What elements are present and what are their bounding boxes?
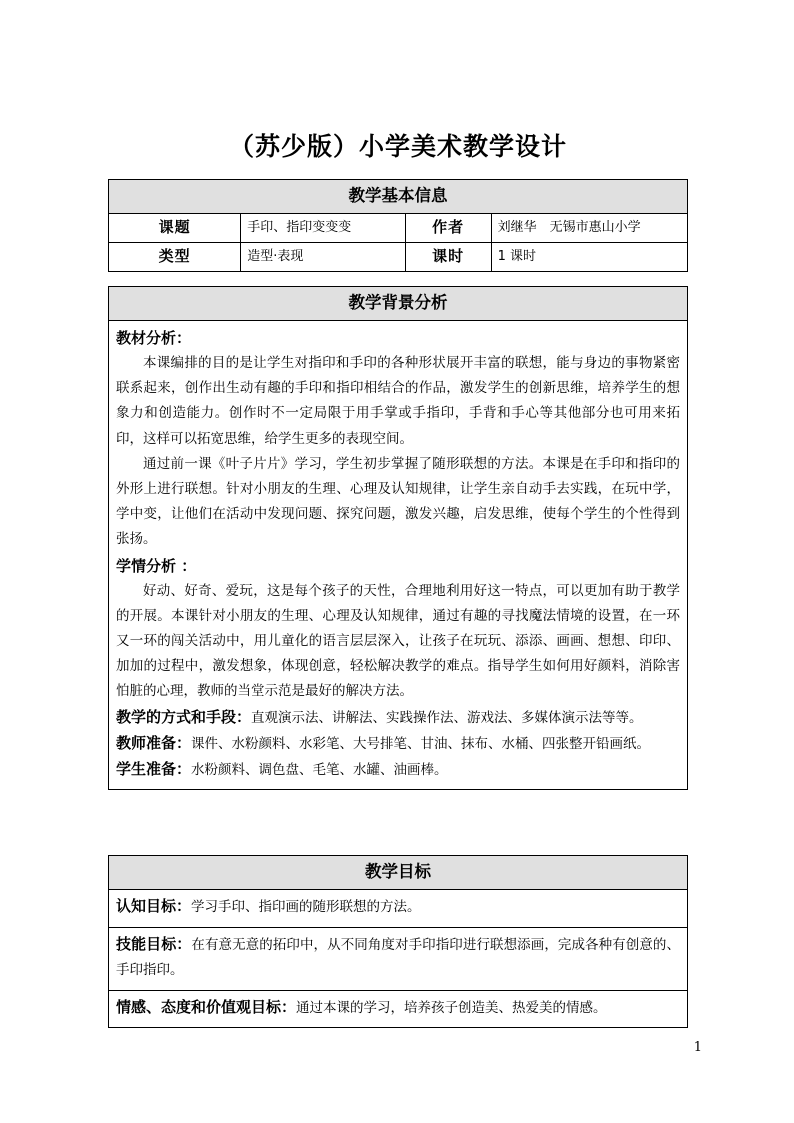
type-label: 类型	[109, 243, 241, 272]
affective-objective-label: 情感、态度和价值观目标：	[116, 997, 297, 1016]
teacher-prep-line	[116, 731, 680, 757]
page-title: （苏少版）小学美术教学设计	[228, 132, 567, 161]
skill-objective-label: 技能目标：	[116, 934, 192, 953]
teaching-methods-line	[116, 705, 680, 731]
topic-value: 手印、指印变变变	[241, 214, 405, 243]
type-value: 造型·表现	[241, 243, 405, 272]
table-row	[109, 180, 688, 214]
table-row	[109, 243, 688, 272]
table-row	[109, 990, 688, 1028]
background-analysis-table	[108, 286, 688, 790]
author-value: 刘继华 无锡市惠山小学	[491, 214, 687, 243]
objective-skill	[109, 927, 688, 990]
table-row	[109, 321, 688, 790]
table-row	[109, 287, 688, 321]
skill-objective-line	[116, 932, 680, 984]
affective-objective-line	[116, 995, 680, 1022]
student-prep-line	[116, 757, 680, 783]
textbook-analysis-paragraph-2: 通过前一课《叶子片片》学习，学生初步掌握了随形联想的方法。本课是在手印和指印的外形上进行联想。针对小朋友的生理、心理及认知规律，让学生亲自动手去实践，在玩中学，学中变，让他们在活动中发现问题、探究问题，激发兴趣，启发思维，使每个学生的个性得到张扬。	[116, 455, 680, 548]
cognitive-objective-label: 认知目标：	[116, 897, 192, 915]
teaching-methods-value: 直观演示法、讲解法、实践操作法、游戏法、多媒体演示法等等。	[251, 709, 643, 726]
textbook-analysis-paragraph-1: 本课编排的目的是让学生对指印和手印的各种形状展开丰富的联想，能与身边的事物紧密联系起来，创作出生动有趣的手印和指印相结合的作品，激发学生的创新思维，培养学生的想象力和创造能力。创作时不一定局限于用手掌或手指印，手背和手心等其他部分也可用来拓印，这样可以拓宽思维，给学生更多的表现空间。	[116, 355, 680, 447]
background-header: 教学背景分析	[109, 287, 688, 321]
student-analysis-paragraph-1: 好动、好奇、爱玩，这是每个孩子的天性，合理地利用好这一特点，可以更加有助于教学的开展。本课针对小朋友的生理、心理及认知规律，通过有趣的寻找魔法情境的设置，在一环又一环的闯关活动中，用儿童化的语言层层深入，让孩子在玩玩、添添、画画、想想、印印、加加的过程中，激发想象，体现创意，轻松解决教学的难点。指导学生如何用好颜料，消除害怕脏的心理，教师的当堂示范是最好的解决方法。	[116, 582, 680, 700]
table-row	[109, 856, 688, 890]
skill-objective-value: 在有意无意的拓印中，从不同角度对手印指印进行联想添画，完成各种有创意的、手印指印。	[116, 936, 680, 978]
author-label: 作者	[405, 214, 491, 243]
teacher-prep-label: 教师准备：	[116, 733, 192, 752]
objectives-table	[108, 855, 688, 1028]
basic-info-table	[108, 179, 688, 272]
teacher-prep-value: 课件、水粉颜料、水彩笔、大号排笔、甘油、抹布、水桶、四张整开铅画纸。	[191, 735, 651, 752]
basic-info-header: 教学基本信息	[109, 180, 688, 214]
affective-objective-value: 通过本课的学习，培养孩子创造美、热爱美的情感。	[296, 999, 607, 1016]
textbook-analysis-heading: 教材分析：	[116, 329, 192, 347]
objective-cognitive	[109, 890, 688, 928]
cognitive-objective-line	[116, 894, 680, 921]
periods-value: 1 课时	[491, 243, 687, 272]
objectives-header: 教学目标	[109, 856, 688, 890]
background-body	[109, 321, 688, 790]
periods-label: 课时	[405, 243, 491, 272]
table-row	[109, 927, 688, 990]
student-analysis-heading: 学情分析 ：	[116, 556, 197, 575]
student-prep-value: 水粉颜料、调色盘、毛笔、水罐、油画棒。	[191, 762, 448, 779]
objective-affective	[109, 990, 688, 1028]
student-prep-label: 学生准备：	[116, 760, 192, 779]
page-number: 1	[693, 1040, 702, 1055]
table-row	[109, 890, 688, 928]
topic-label: 课题	[109, 214, 241, 243]
teaching-methods-label: 教学的方式和手段：	[116, 707, 252, 726]
cognitive-objective-value: 学习手印、指印画的随形联想的方法。	[191, 899, 421, 915]
table-row	[109, 214, 688, 243]
